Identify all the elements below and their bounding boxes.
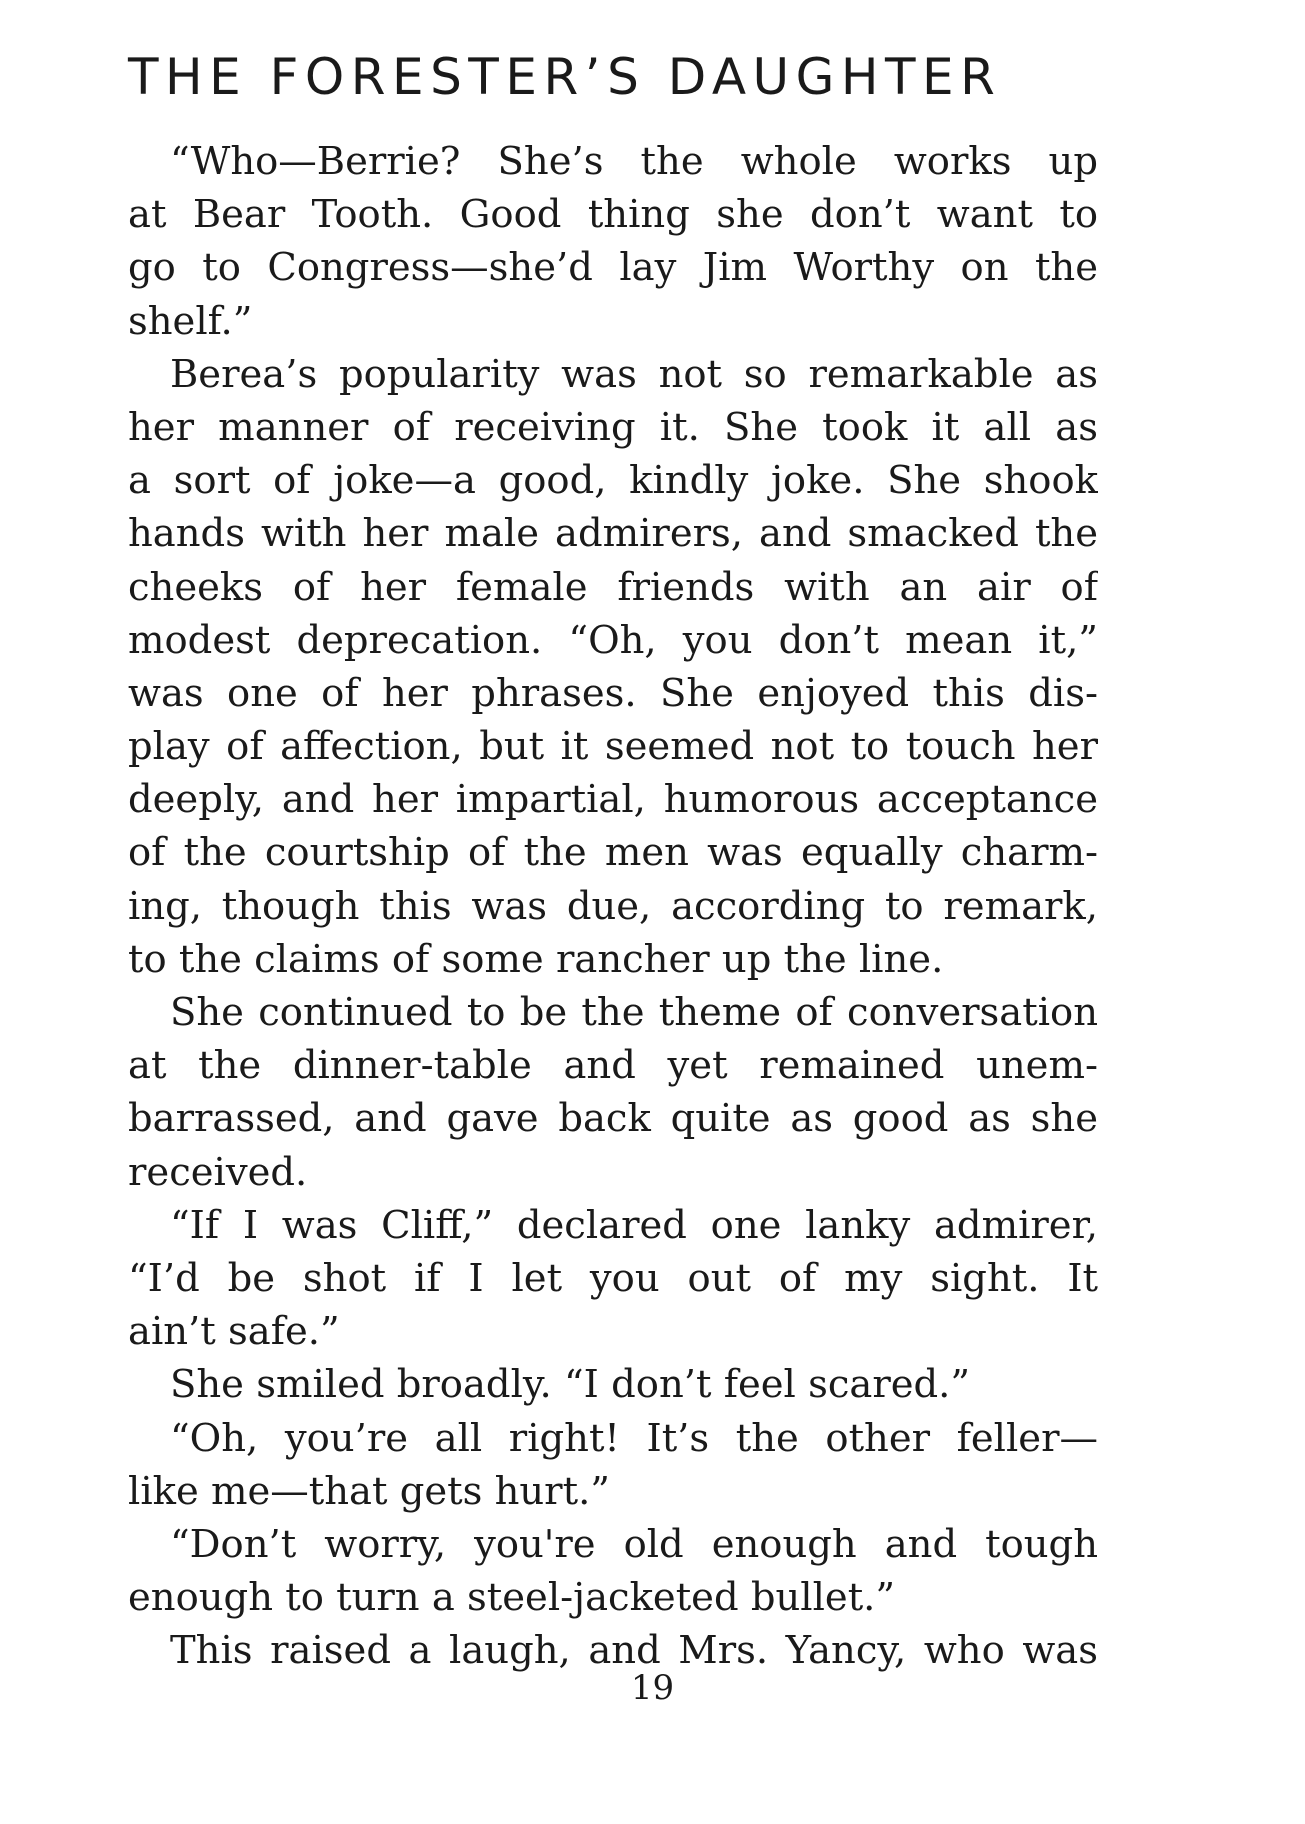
- text-line: her manner of receiving it. She took it all as: [128, 404, 1098, 450]
- text-line: “Who—Berrie? She’s the whole works up: [170, 139, 1098, 184]
- text-line: cheeks of her female friends with an air of: [128, 564, 1098, 610]
- text-line: modest deprecation. “Oh, you don’t mean it,”: [128, 617, 1098, 663]
- text-line: of the courtship of the men was equally charm-: [128, 830, 1098, 876]
- text-line: shelf.”: [128, 298, 253, 344]
- paragraph: [128, 1199, 1098, 1359]
- paragraph: [128, 1358, 1098, 1411]
- text-line: a sort of joke—a good, kindly joke. She shook: [128, 458, 1098, 504]
- page-number: 19: [630, 1668, 675, 1708]
- text-line: She continued to be the theme of conversation: [170, 990, 1098, 1035]
- text-line: ing, though this was due, according to remark,: [128, 883, 1098, 929]
- paragraph: [128, 986, 1098, 1199]
- text-line: was one of her phrases. She enjoyed this dis-: [128, 670, 1098, 716]
- text-line: like me—that gets hurt.”: [128, 1468, 610, 1514]
- text-line: She smiled broadly. “I don’t feel scared.”: [170, 1362, 971, 1408]
- text-line: hands with her male admirers, and smacked the: [128, 511, 1098, 557]
- text-line: received.: [128, 1149, 308, 1195]
- text-line: ain’t safe.”: [128, 1309, 340, 1355]
- running-head: THE FORESTER’S DAUGHTER: [128, 48, 1002, 106]
- text-line: “Don’t worry, you're old enough and tough: [170, 1521, 1098, 1567]
- text-line: “I’d be shot if I let you out of my sight. It: [128, 1255, 1098, 1301]
- text-line: Berea’s popularity was not so remarkable as: [170, 351, 1098, 397]
- paragraph: [128, 135, 1098, 348]
- text-line: enough to turn a steel-jacketed bullet.”: [128, 1575, 896, 1621]
- text-line: at the dinner-table and yet remained unem-: [128, 1043, 1098, 1089]
- text-line: go to Congress—she’d lay Jim Worthy on the: [128, 245, 1098, 291]
- body-text: [128, 135, 1098, 1677]
- text-line: play of affection, but it seemed not to touch her: [128, 724, 1098, 770]
- text-line: to the claims of some rancher up the line.: [128, 936, 944, 982]
- text-line: “If I was Cliff,” declared one lanky admirer,: [170, 1202, 1098, 1248]
- text-line: barrassed, and gave back quite as good as she: [128, 1096, 1098, 1142]
- text-line: deeply, and her impartial, humorous acceptance: [128, 777, 1098, 823]
- text-line: at Bear Tooth. Good thing she don’t want to: [128, 192, 1098, 238]
- text-line: This raised a laugh, and Mrs. Yancy, who was: [170, 1628, 1098, 1674]
- paragraph: [128, 1518, 1098, 1624]
- paragraph: [128, 348, 1098, 986]
- paragraph: [128, 1412, 1098, 1518]
- text-line: “Oh, you’re all right! It’s the other feller—: [170, 1415, 1098, 1461]
